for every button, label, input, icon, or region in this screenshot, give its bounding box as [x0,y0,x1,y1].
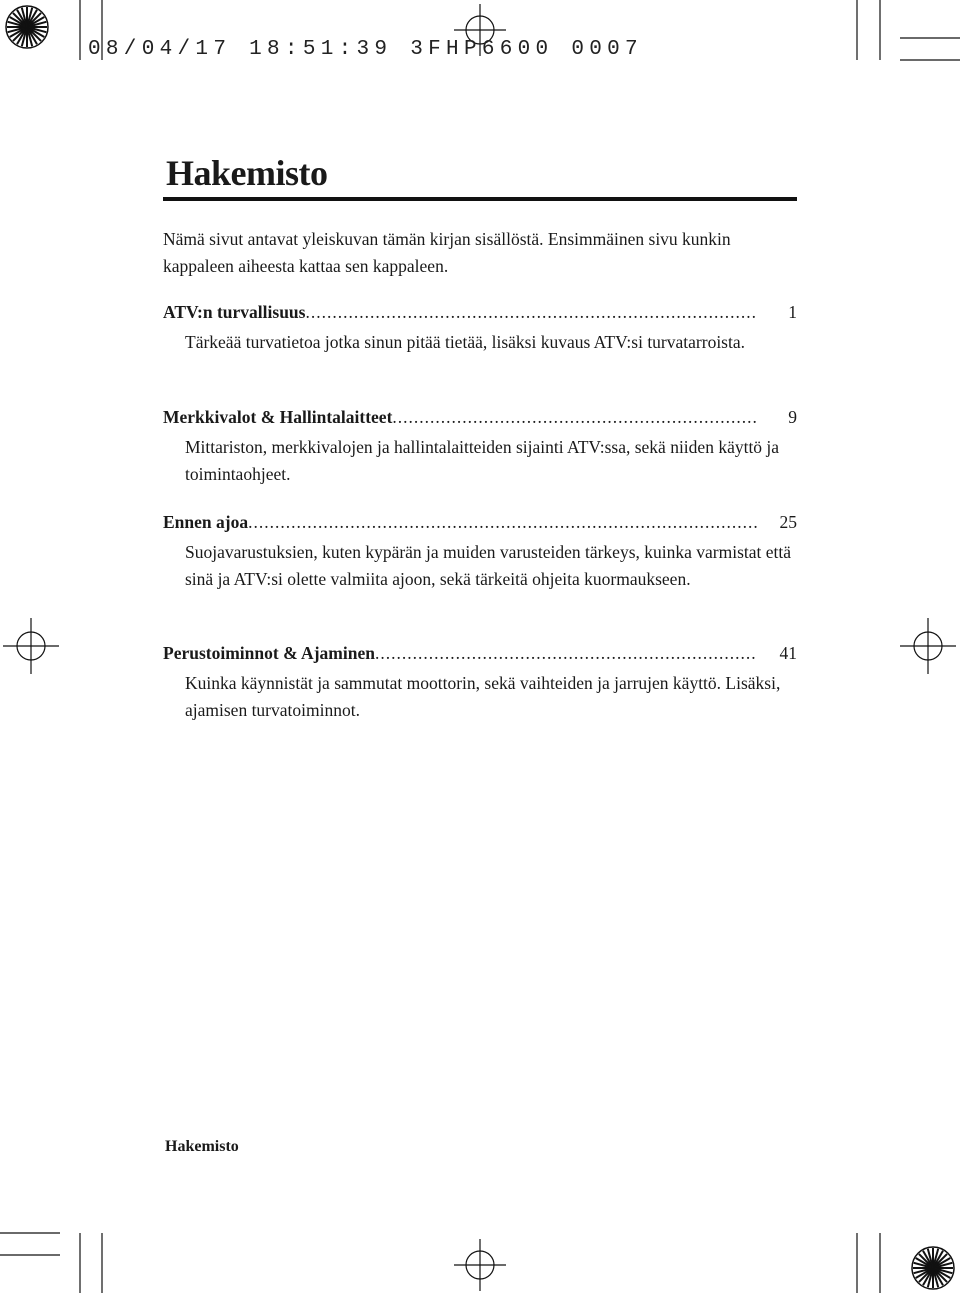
dot-leader [392,407,757,428]
toc-entry-head [163,302,797,329]
dot-leader [248,512,757,533]
print-slug: 08/04/17 18:51:39 3FHP6600 0007 [88,38,643,61]
toc-entry-page: 9 [788,407,797,427]
toc-entry-head [163,407,797,434]
toc-entry-title: Ennen ajoa [163,512,249,532]
toc-entry-description: Kuinka käynnistät ja sammutat moottorin, sekä vaihteiden ja jarrujen käyttö. Lisäksi, ajamisen turvatoiminnot. [185,673,781,720]
title-rule [163,197,797,201]
dot-leader [305,302,757,323]
toc-entry-page: 41 [779,643,797,663]
toc-entry-title: ATV:n turvallisuus [163,302,306,322]
registration-mark-icon [900,618,956,674]
registration-mark-icon [454,1239,506,1291]
toc-entry [163,302,797,356]
toc-entry [163,643,797,723]
star-target-icon [6,6,48,48]
toc-entry-description: Suojavarustuksien, kuten kypärän ja muiden varusteiden tärkeys, kuinka varmistat että sinä ja ATV:si olette valmiita ajoon, sekä tärkeitä ohjeita kuormaukseen. [185,542,792,589]
toc-entry-title: Perustoiminnot & Ajaminen [163,643,375,663]
toc-entry [163,407,797,487]
star-target-icon [912,1247,954,1289]
toc-entry [163,512,797,592]
dot-leader [375,643,757,664]
toc-entry-description: Mittariston, merkkivalojen ja hallintalaitteiden sijainti ATV:ssa, sekä niiden käyttö ja toimintaohjeet. [185,437,780,484]
toc-entry-head [163,512,797,539]
registration-mark-icon [3,618,59,674]
toc-entry-description: Tärkeää turvatietoa jotka sinun pitää tietää, lisäksi kuvaus ATV:si turvatarroista. [185,332,745,352]
toc-entry-page: 1 [788,302,797,322]
page-footer: Hakemisto [165,1138,239,1155]
page-title: Hakemisto [166,153,328,193]
toc-entry-page: 25 [779,512,797,532]
toc-entry-head [163,643,797,670]
toc-entry-title: Merkkivalot & Hallintalaitteet [163,407,393,427]
intro-paragraph: Nämä sivut antavat yleiskuvan tämän kirjan sisällöstä. Ensimmäinen sivu kunkin kappaleen aiheesta kattaa sen kappaleen. [163,229,731,276]
